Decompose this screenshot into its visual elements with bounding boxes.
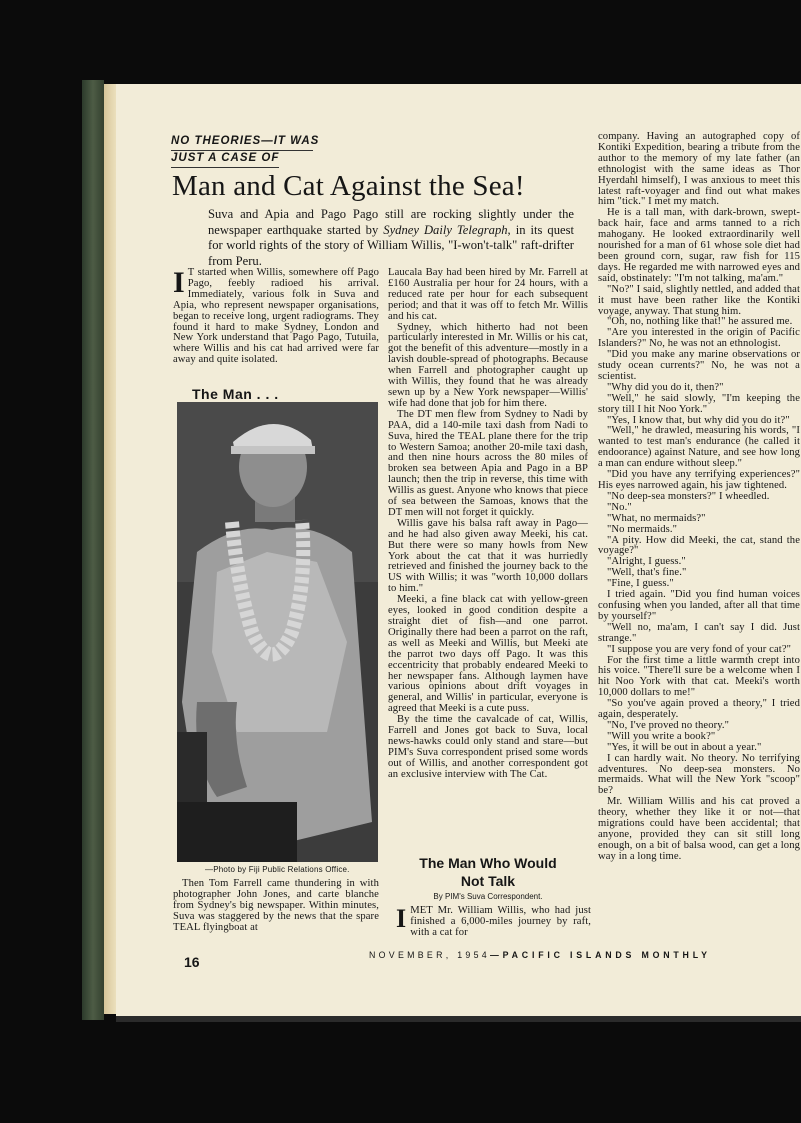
paragraph: MET Mr. William Willis, who had just finished a 6,000-miles journey by raft, with a cat for [410, 905, 591, 938]
paragraph: "I suppose you are very fond of your cat?" [607, 643, 792, 655]
issue-date: NOVEMBER, 1954 [369, 950, 491, 960]
kicker-rule [171, 167, 279, 168]
paragraph: "Yes, I know that, but why did you do it?" [607, 414, 790, 426]
magazine-name: PACIFIC ISLANDS MONTHLY [502, 950, 711, 960]
paragraph: "Well," he said slowly, "I'm keeping the story till I hit Noo York." [598, 392, 800, 415]
paragraph: T started when Willis, somewhere off Pago Pago, feebly radioed his arrival. Immediately, various folk in Suva and Apia, who represent newspaper organisations, began to receive long, urgent radiograms. They found it hard to make Sydney, London and New York understand that Pago Pago, Tutuila, where Willis and his cat had arrived were far away and quite isolated. [173, 267, 379, 366]
kicker-rule [171, 150, 313, 151]
paragraph: "Did you have any terrifying experiences?" His eyes narrowed again, his jaw tightened. [598, 469, 800, 491]
footer-separator: — [490, 950, 503, 960]
drop-cap: I [396, 904, 407, 933]
column-2-end [396, 906, 591, 939]
subheading-the-man: The Man . . . [192, 386, 279, 402]
paragraph: By the time the cavalcade of cat, Willis, Farrell and Jones got back to Suva, local news-hawks could only stand and stare—but PIM's Suva correspondent prised some words out of Willis, and another correspondent got an exclusive interview with The Cat. [388, 714, 588, 780]
paragraph: I tried again. "Did you find human voices confusing when you landed, after all that time by yourself?" [598, 589, 800, 622]
kicker-line-2: JUST A CASE OF [171, 152, 280, 164]
portrait-illustration [177, 402, 378, 862]
paragraph: "Alright, I guess." [607, 556, 686, 568]
paragraph: The DT men flew from Sydney to Nadi by PAA, did a 140-mile taxi dash from Nadi to Suva, hired the TEAL plane there for the trip to Western Samoa; another 20-mile taxi dash, and then nine hours across the 80 miles of broken sea between Apia and Pago in a BP launch; then the trip in reverse, this time with Willis as guest. Anyone who knows that piece of sea between the Samoas, knows that the DT men will not forget it quickly. [388, 408, 588, 518]
paragraph: "Will you write a book?" [607, 730, 716, 742]
paragraph: Willis gave his balsa raft away in Pago—and he had also given away Meeki, his cat. But there were so many howls from New York about the cat that it was hurriedly retrieved and finished the journey back to the US with Willis; it was "worth 10,000 dollars to him." [388, 517, 588, 595]
book-binding [82, 80, 104, 1020]
drop-cap: I [173, 266, 185, 299]
paragraph: "Are you interested in the origin of Pacific Islanders?" No, he was not an ethnologist. [598, 327, 800, 350]
intro-text-2: , in its quest for world rights of the story of William Willis, "I-won't-talk" raft-drifter from Peru. [208, 222, 574, 268]
photo-william-willis [177, 402, 378, 862]
paragraph: "No, I've proved no theory." [607, 719, 730, 731]
paragraph: Then Tom Farrell came thundering in with photographer John Jones, and carte blanche from Sydney's big newspaper. Within minutes, Suva was staggered by the news that the spare TEAL flyingboat at [173, 878, 379, 933]
intro-text-1: Suva and Apia and Pago Pago still are rocking slightly under the newspaper earthquake started by [208, 207, 574, 237]
kicker [171, 134, 319, 168]
page-number: 16 [184, 954, 200, 970]
column-3 [598, 132, 800, 863]
paragraph: "Well no, ma'am, I can't say I did. Just strange." [598, 621, 800, 644]
paragraph: "No deep-sea monsters?" I wheedled. [607, 490, 770, 502]
paragraph: "A pity. How did Meeki, the cat, stand the voyage?" [598, 534, 800, 557]
paragraph: "What, no mermaids?" [607, 512, 706, 524]
subheading-line-1: The Man Who Would [419, 855, 557, 871]
column-1-bottom [173, 879, 379, 934]
paragraph: I can hardly wait. No theory. No terrifying adventures. No deep-sea monsters. No mermaids. What will the New York "scoop" be? [598, 752, 800, 797]
paragraph: "Oh, no, nothing like that!" he assured me. [607, 316, 793, 328]
paragraph: He is a tall man, with dark-brown, swept-back hair, face and arms tanned to a rich mahogany. He looked extraordinarily well nourished for a man of 61 whose sole diet had been ground corn, sugar, raw fish for 115 days. He regarded me with narrowed eyes and said, obstinately: "I'm not talking, ma'am." [598, 207, 800, 284]
paragraph: "Why did you do it, then?" [607, 381, 724, 393]
paragraph: company. Having an autographed copy of Kontiki Expedition, bearing a tribute from the author to the memory of my late father (an ethnologist with the same ideas as Thor Hyerdahl himself), I was anxious to meet this latest raft-voyager and find out what makes him "tick." I met my match. [598, 131, 800, 208]
magazine-page [116, 84, 801, 1018]
byline: By PIM's Suva Correspondent. [433, 892, 543, 901]
running-footer [369, 950, 799, 960]
photo-credit: —Photo by Fiji Public Relations Office. [205, 865, 350, 874]
paragraph: "Did you make any marine observations or study ocean currents?" No, he was not a scientist. [598, 349, 800, 382]
intro-newspaper-name: Sydney Daily Telegraph [383, 222, 508, 237]
column-1-top [173, 268, 379, 366]
paragraph: "No." [607, 501, 632, 513]
paragraph: Sydney, which hitherto had not been particularly interested in Mr. Willis or his cat, got the benefit of this adventure—mostly in a lavish double-spread of photographs. Because when Farrell and photographer caught up with Willis, they found that he was already sewn up by a New York newspaper—Willis' wife had done that job for him there. [388, 321, 588, 409]
paragraph: Laucala Bay had been hired by Mr. Farrell at £160 Australia per hour for 24 hours, with a reduced rate per hour for each subsequent period; and that it was off to fetch Mr. Willis and his cat. [388, 267, 588, 322]
intro-standfirst [208, 207, 574, 269]
paragraph: "Yes, it will be out in about a year." [607, 741, 762, 753]
paragraph: For the first time a little warmth crept into his voice. "There'll sure be a welcome when I hit Noo York with that cat. Meeki's worth 10,000 dollars to me!" [598, 654, 800, 699]
subheading-man-who-would-not-talk [388, 854, 588, 890]
paragraph: "Well, that's fine." [607, 567, 687, 579]
page-shadow [116, 1016, 801, 1022]
paragraph: "No?" I said, slightly nettled, and added that it must have been rather like the Kontiki voyage, anyway. That stung him. [598, 283, 800, 317]
column-2 [388, 268, 588, 781]
paragraph: Mr. William Willis and his cat proved a theory, whether they like it or not—that migrations could have been accidental; that anyone, provided they can sit still long enough, on a bit of balsa wood, can get a long way in a long time. [598, 796, 800, 862]
paragraph: "So you've again proved a theory," I tried again, desperately. [598, 698, 800, 721]
subheading-line-2: Not Talk [460, 873, 516, 889]
paragraph: "No mermaids." [607, 523, 678, 535]
paragraph: "Well," he drawled, measuring his words, "I wanted to test man's endurance (he called it endoorance) against Nature, and see how long a man can endure without sleep." [598, 425, 800, 470]
paragraph: Meeki, a fine black cat with yellow-green eyes, looked in good condition despite a straight diet of fish—and one parrot. Originally there had been a parrot on the raft, as well as Meeki and Willis, but Meeki ate the parrot two days off Pago. It was this eccentricity that probably endeared Meeki to her newspaper fans. Although laymen have various opinions about drift voyages in general, and Willis' in particular, everyone is agreed that Meeki is a cute puss. [388, 594, 588, 715]
paragraph: "Fine, I guess." [607, 578, 674, 590]
article-title: Man and Cat Against the Sea! [172, 170, 525, 202]
kicker-line-1: NO THEORIES—IT WAS [171, 135, 320, 147]
